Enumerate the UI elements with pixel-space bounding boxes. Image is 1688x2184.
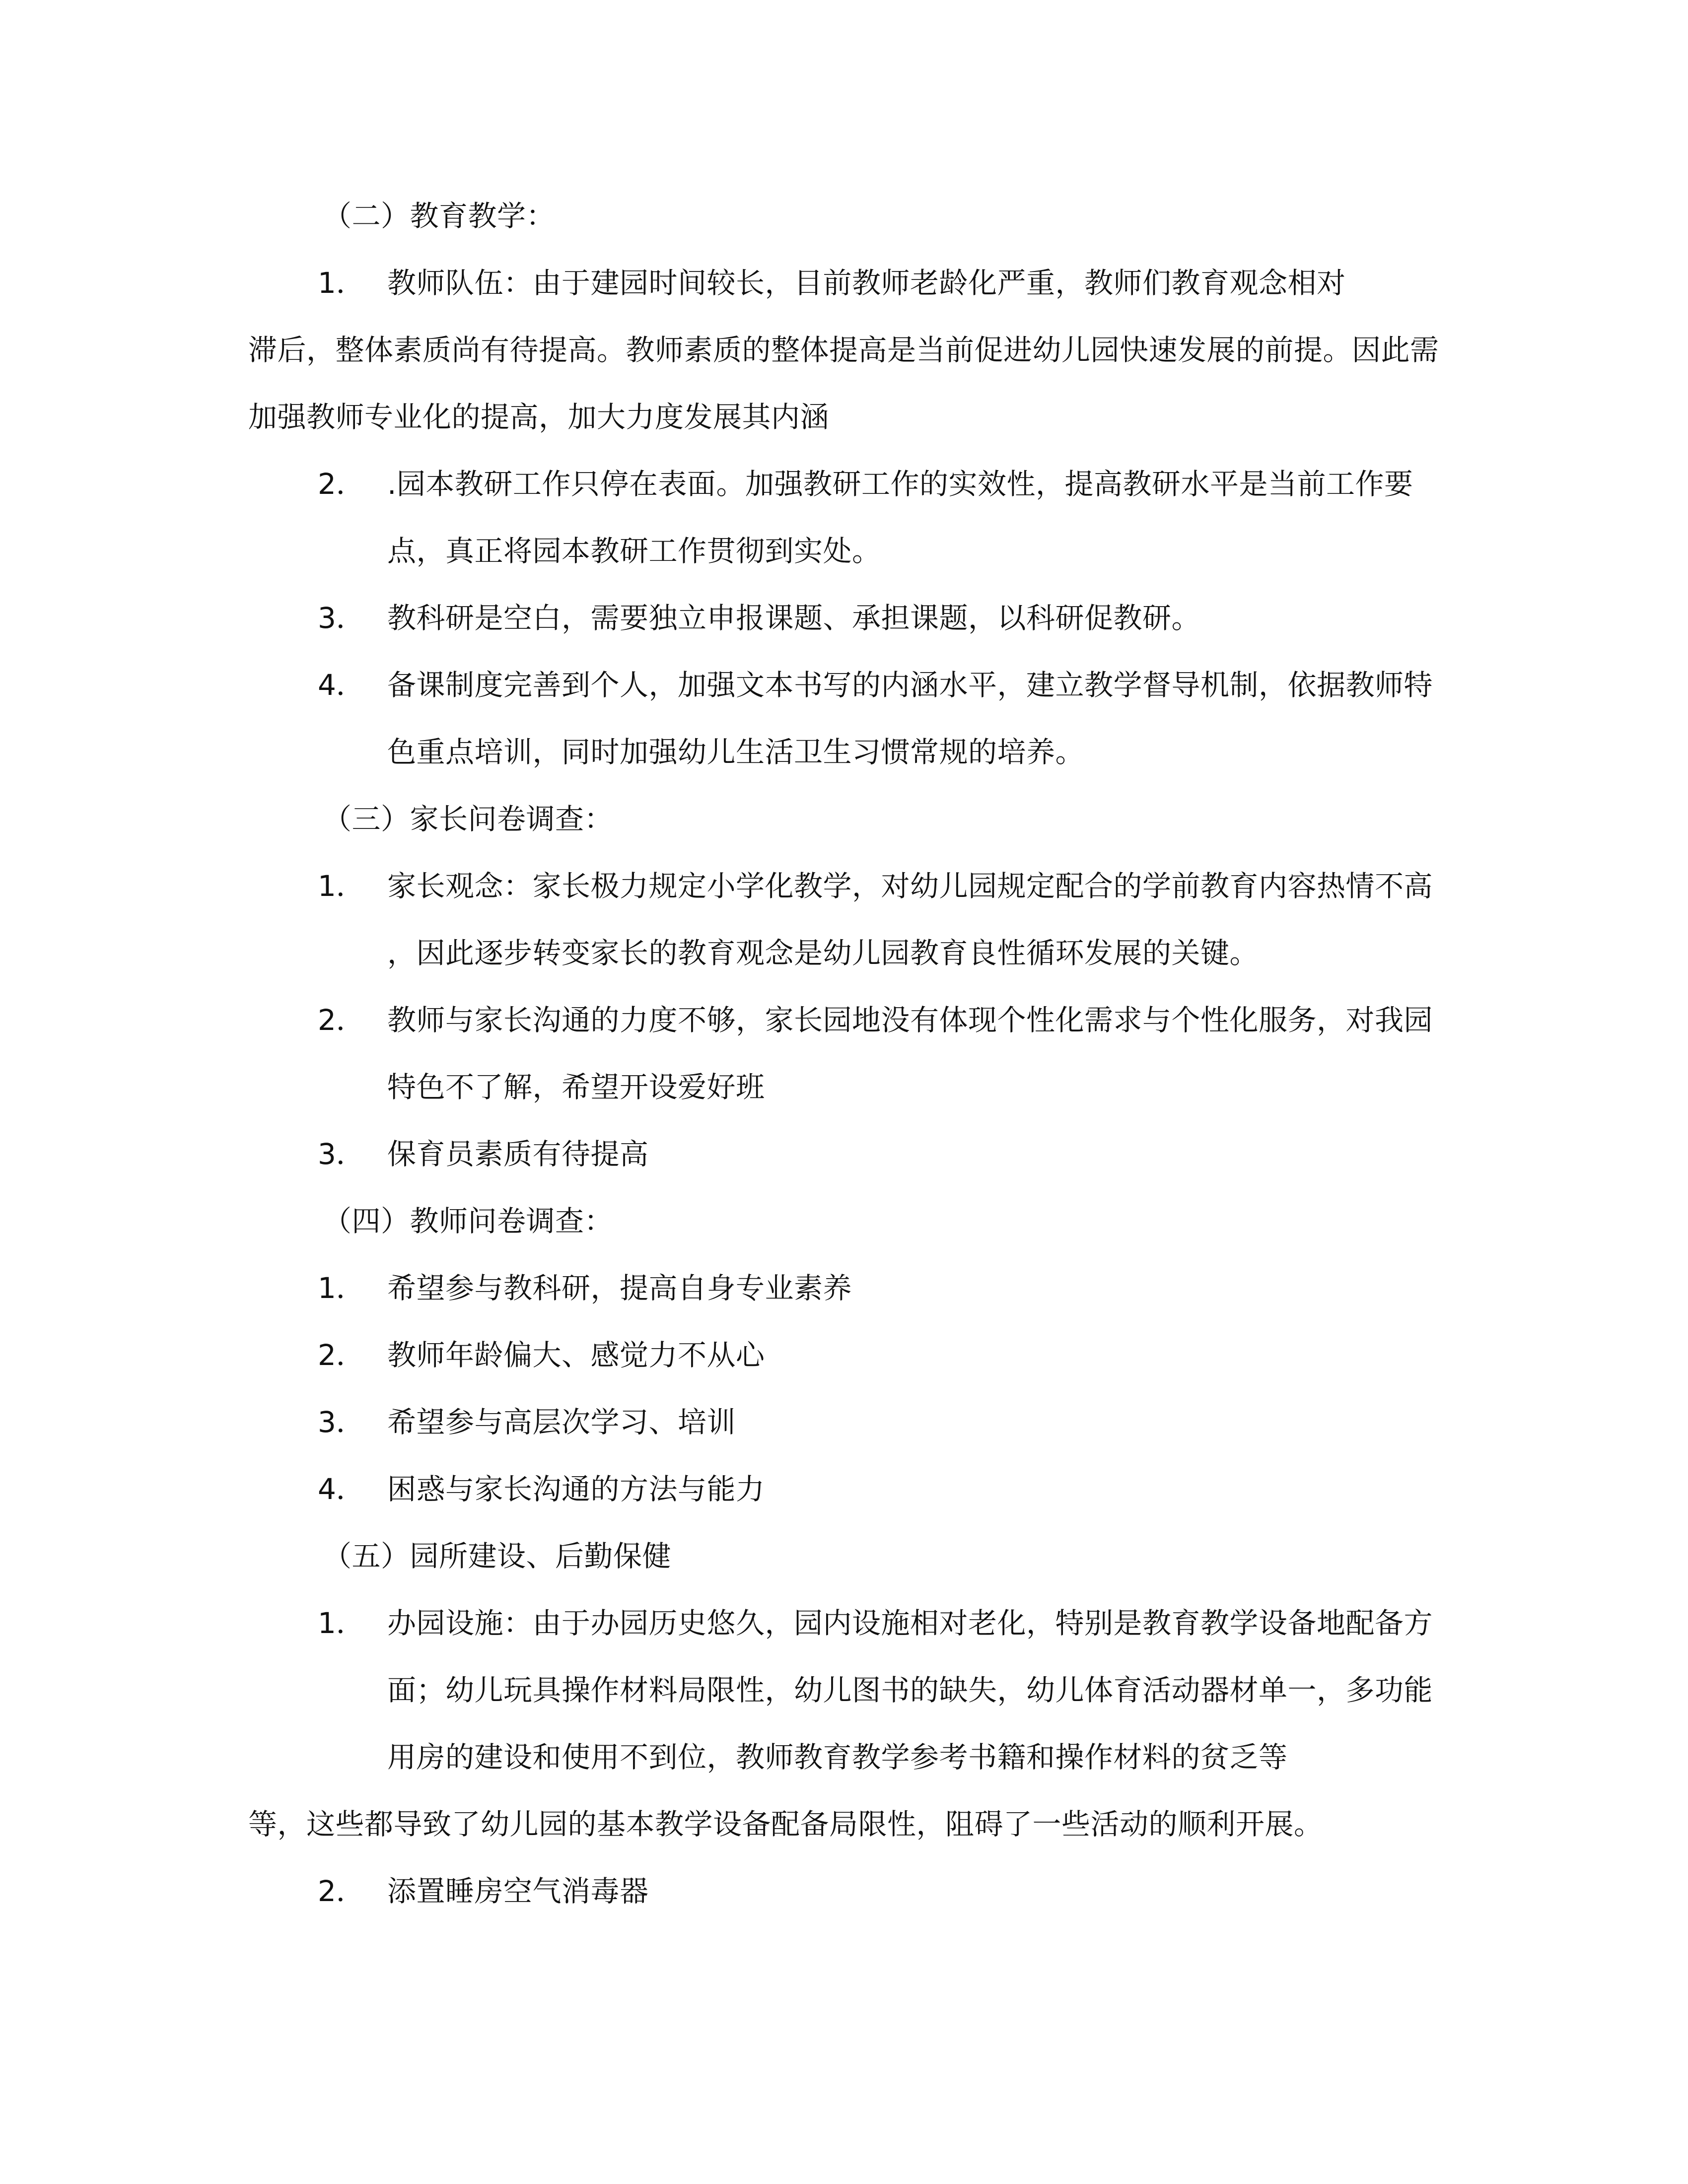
- paragraph-line: 教师与家长沟通的力度不够，家长园地没有体现个性化需求与个性化服务，对我园: [387, 1003, 1433, 1037]
- section-heading: （四）教师问卷调查：: [323, 1204, 614, 1238]
- paragraph-line: 教师年龄偏大、感觉力不从心: [387, 1338, 765, 1372]
- item-number: 3．: [318, 1405, 365, 1439]
- paragraph-line: 办园设施：由于办园历史悠久，园内设施相对老化，特别是教育教学设备地配备方: [387, 1606, 1433, 1640]
- paragraph-line: 加强教师专业化的提高，加大力度发展其内涵: [248, 400, 830, 434]
- item-number: 2．: [318, 467, 365, 501]
- section-heading: （三）家长问卷调查：: [323, 802, 614, 836]
- item-number: 4．: [318, 668, 365, 702]
- section-heading: （五）园所建设、后勤保健: [323, 1539, 672, 1573]
- paragraph-line: 点，真正将园本教研工作贯彻到实处。: [387, 534, 881, 568]
- paragraph-line: 滞后，整体素质尚有待提高。教师素质的整体提高是当前促进幼儿园快速发展的前提。因此需: [248, 333, 1439, 367]
- paragraph-line: 教科研是空白，需要独立申报课题、承担课题，以科研促教研。: [387, 601, 1201, 635]
- paragraph-line: .园本教研工作只停在表面。加强教研工作的实效性，提高教研水平是当前工作要: [387, 467, 1413, 501]
- paragraph-line: 困惑与家长沟通的方法与能力: [387, 1472, 765, 1506]
- item-number: 1．: [318, 266, 365, 300]
- paragraph-line: 家长观念：家长极力规定小学化教学，对幼儿园规定配合的学前教育内容热情不高: [387, 869, 1433, 903]
- paragraph-line: 特色不了解，希望开设爱好班: [387, 1070, 765, 1104]
- paragraph-line: 用房的建设和使用不到位，教师教育教学参考书籍和操作材料的贫乏等: [387, 1740, 1288, 1774]
- paragraph-line: 色重点培训，同时加强幼儿生活卫生习惯常规的培养。: [387, 735, 1085, 769]
- paragraph-line: 备课制度完善到个人，加强文本书写的内涵水平，建立教学督导机制，依据教师特: [387, 668, 1433, 702]
- paragraph-line: 等，这些都导致了幼儿园的基本教学设备配备局限性，阻碍了一些活动的顺利开展。: [248, 1807, 1323, 1841]
- item-number: 4．: [318, 1472, 365, 1506]
- paragraph-line: 保育员素质有待提高: [387, 1137, 649, 1171]
- paragraph-line: 添置睡房空气消毒器: [387, 1874, 649, 1908]
- item-number: 3．: [318, 601, 365, 635]
- item-number: 2．: [318, 1338, 365, 1372]
- paragraph-line: 希望参与高层次学习、培训: [387, 1405, 736, 1439]
- paragraph-line: 教师队伍：由于建园时间较长，目前教师老龄化严重，教师们教育观念相对: [387, 266, 1346, 300]
- paragraph-line: 面；幼儿玩具操作材料局限性，幼儿图书的缺失，幼儿体育活动器材单一，多功能: [387, 1673, 1433, 1707]
- paragraph-line: 希望参与教科研，提高自身专业素养: [387, 1271, 852, 1305]
- item-number: 2．: [318, 1003, 365, 1037]
- item-number: 2．: [318, 1874, 365, 1908]
- paragraph-line: ，因此逐步转变家长的教育观念是幼儿园教育良性循环发展的关键。: [387, 936, 1259, 970]
- item-number: 1．: [318, 869, 365, 903]
- item-number: 3．: [318, 1137, 365, 1171]
- item-number: 1．: [318, 1271, 365, 1305]
- section-heading: （二）教育教学：: [323, 199, 556, 233]
- item-number: 1．: [318, 1606, 365, 1640]
